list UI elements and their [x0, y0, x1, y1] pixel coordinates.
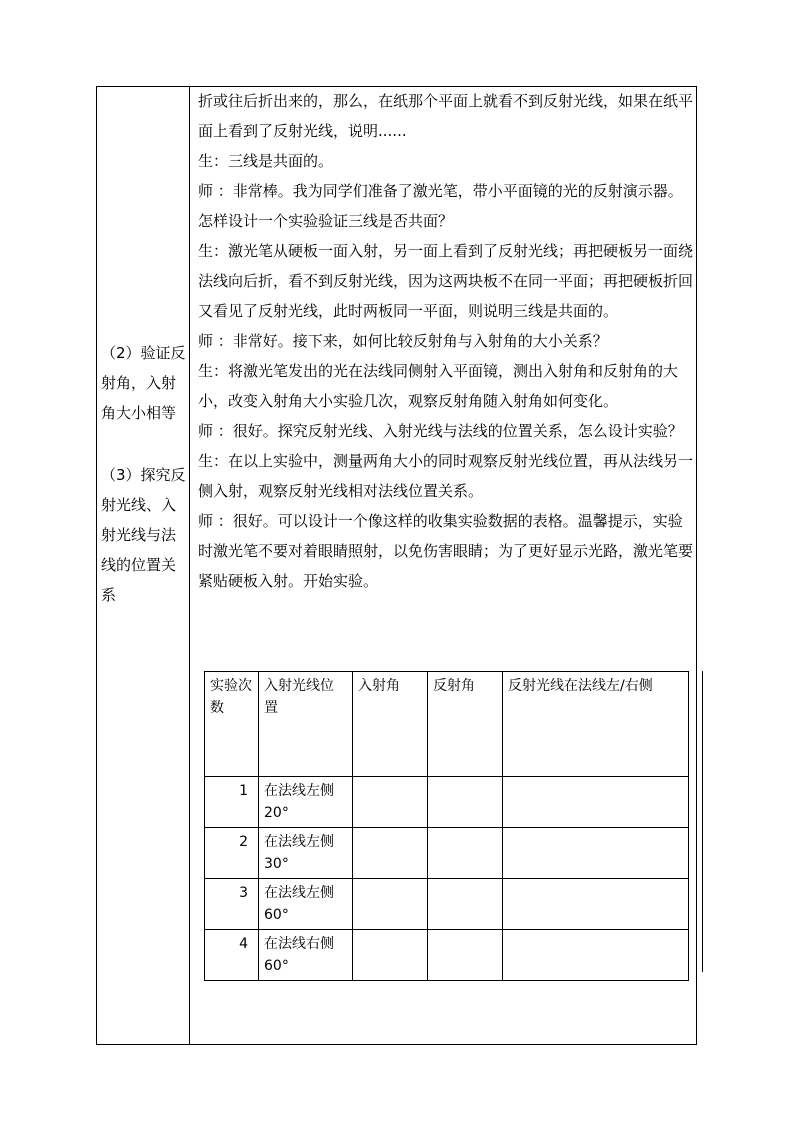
table-row [205, 777, 689, 828]
table-row [205, 930, 689, 981]
reflection-angle-cell[interactable] [428, 828, 503, 879]
paragraph: 生：三线是共面的。 [198, 152, 334, 170]
paragraph: 生：激光笔从硬板一面入射，另一面上看到了反射光线；再把硬板另一面绕法线向后折，看不到反射光线，因为这两块板不在同一平面；再把硬板折回又看见了反射光线，此时两板同一平面，则说明三线是共面的。 [198, 242, 694, 320]
reflection-angle-cell[interactable] [428, 879, 503, 930]
incident-angle-cell[interactable] [353, 777, 428, 828]
paragraph: 折或往后折出来的，那么，在纸那个平面上就看不到反射光线，如果在纸平面上看到了反射光线，说明...... [198, 92, 694, 140]
trial-number-cell: 4 [205, 930, 259, 981]
column-divider [189, 86, 190, 1045]
reflection-side-cell[interactable] [503, 879, 689, 930]
paragraph: 生：将激光笔发出的光在法线同侧射入平面镜，测出入射角和反射角的大小，改变入射角大小实验几次，观察反射角随入射角如何变化。 [198, 362, 679, 410]
incident-position-cell: 在法线左侧60° [259, 879, 353, 930]
header-reflection-angle: 反射角 [428, 672, 503, 777]
table-row [205, 828, 689, 879]
trial-number-cell: 2 [205, 828, 259, 879]
left-column [101, 338, 187, 642]
reflection-angle-cell[interactable] [428, 777, 503, 828]
reflection-side-cell[interactable] [503, 777, 689, 828]
header-trial-number: 实验次数 [205, 672, 259, 777]
paragraph: 生：在以上实验中，测量两角大小的同时观察反射光线位置，再从法线另一侧入射，观察反射光线相对法线位置关系。 [198, 452, 694, 500]
table-header-row [205, 672, 689, 777]
reflection-side-cell[interactable] [503, 828, 689, 879]
lesson-dialogue [198, 86, 694, 596]
incident-position-cell: 在法线左侧20° [259, 777, 353, 828]
incident-angle-cell[interactable] [353, 930, 428, 981]
left-item-2: （2）验证反射角，入射角大小相等 [101, 344, 186, 422]
header-incident-position: 入射光线位置 [259, 672, 353, 777]
paragraph: 师 ：很好。可以设计一个像这样的收集实验数据的表格。温馨提示，实验时激光笔不要对着眼睛照射，以免伤害眼睛；为了更好显示光路，激光笔要紧贴硬板入射。开始实验。 [198, 512, 694, 590]
reflection-side-cell[interactable] [503, 930, 689, 981]
incident-position-cell: 在法线右侧60° [259, 930, 353, 981]
table-overhang-line [702, 671, 703, 972]
incident-angle-cell[interactable] [353, 879, 428, 930]
paragraph: 师 ：非常棒。我为同学们准备了激光笔，带小平面镜的光的反射演示器。怎样设计一个实验验证三线是否共面？ [198, 182, 683, 230]
trial-number-cell: 1 [205, 777, 259, 828]
reflection-angle-cell[interactable] [428, 930, 503, 981]
header-incident-angle: 入射角 [353, 672, 428, 777]
paragraph: 师 ：非常好。接下来，如何比较反射角与入射角的大小关系？ [198, 332, 608, 350]
trial-number-cell: 3 [205, 879, 259, 930]
header-reflection-side: 反射光线在法线左/右侧 [503, 672, 689, 777]
incident-angle-cell[interactable] [353, 828, 428, 879]
left-item-3: （3）探究反射光线、入射光线与法线的位置关系 [101, 466, 186, 604]
paragraph: 师 ：很好。探究反射光线、入射光线与法线的位置关系，怎么设计实验？ [198, 422, 683, 440]
incident-position-cell: 在法线左侧30° [259, 828, 353, 879]
experiment-data-table [204, 671, 689, 981]
table-row [205, 879, 689, 930]
